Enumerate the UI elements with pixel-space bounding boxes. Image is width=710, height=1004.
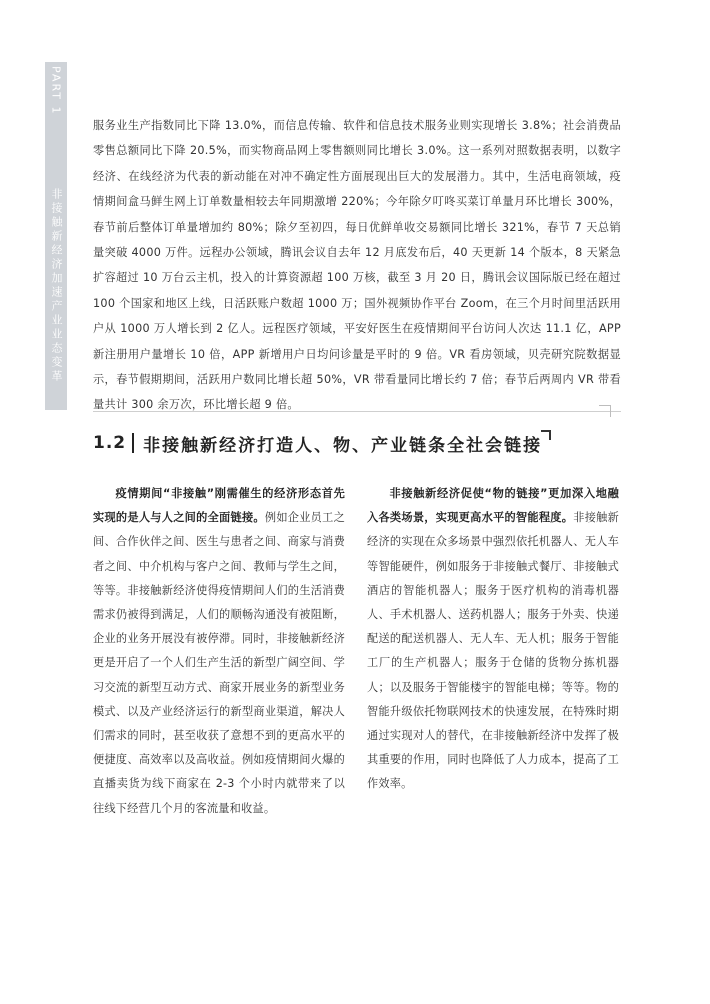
part-label-text: PART 1 <box>49 66 63 116</box>
section-separator <box>132 433 134 453</box>
part-label <box>45 66 67 186</box>
right-body-text: 非接触新经济的实现在众多场景中强烈依托机器人、无人车等智能硬件，例如服务于非接触式餐厅、非接触式酒店的智能机器人；服务于医疗机构的消毒机器人、手术机器人、送药机器人；服务于外卖、快递配送的配送机器人、无人车、无人机；服务于智能工厂的生产机器人；服务于仓储的货物分拣机器人；以及服务于智能楼宇的智能电梯；等等。物的智能升级依托物联网技术的快速发展，在特殊时期通过实现对人的替代，在非接触新经济中发挥了极其重要的作用，同时也降低了人力成本，提高了工作效率。 <box>367 511 619 791</box>
heading-corner-icon <box>541 430 551 440</box>
section-title: 非接触新经济打造人、物、产业链条全社会链接 <box>143 435 543 456</box>
left-body-text: 例如企业员工之间、合作伙伴之间、医生与患者之间、商家与消费者之间、中介机构与客户之间、教师与学生之间，等等。非接触新经济使得疫情期间人们的生活消费需求仍被得到满足，人们的顺畅沟通没有被阻断，企业的业务开展没有被停滞。同时，非接触新经济更是开启了一个人们生产生活的新型广阔空间、学习交流的新型互动方式、商家开展业务的新型业务模式、以及产业经济运行的新型商业渠道，解决人们需求的同时，甚至收获了意想不到的更高水平的便捷度、高效率以及高收益。例如疫情期间火爆的直播卖货为线下商家在 2-3 个小时内就带来了以往线下经营几个月的客流量和收益。 <box>93 511 345 815</box>
section-number: 1.2 <box>93 433 127 453</box>
section-divider <box>93 411 621 412</box>
right-column <box>367 482 619 797</box>
divider-corner-decoration <box>599 405 611 417</box>
left-column <box>93 482 345 821</box>
left-lead-sentence: 疫情期间“非接触”刚需催生的经济形态首先实现的是人与人之间的全面链接。 <box>93 487 345 525</box>
part-sidebar <box>45 62 67 410</box>
section-heading <box>93 428 542 458</box>
right-lead-sentence: 非接触新经济促使“物的链接”更加深入地融入各类场景，实现更高水平的智能程度。 <box>367 487 619 525</box>
intro-paragraph: 服务业生产指数同比下降 13.0%，而信息传输、软件和信息技术服务业则实现增长 3.8%；社会消费品零售总额同比下降 20.5%，而实物商品网上零售额则同比增长 3.0%。这一系列对照数据表明，以数字经济、在线经济为代表的新动能在对冲不确定性方面展现出巨大的发展潜力。其中，生活电商领域，疫情期间盒马鲜生网上订单数量相较去年同期激增 220%；今年除夕叮咚买菜订单量月环比增长 300%，春节前后整体订单量增加约 80%；除夕至初四，每日优鲜单收交易额同比增长 321%，春节 7 天总销量突破 4000 万件。远程办公领域，腾讯会议自去年 12 月底发布后，40 天更新 14 个版本，8 天紧急扩容超过 10 万台云主机，投入的计算资源超 100 万核，截至 3 月 20 日，腾讯会议国际版已经在超过 100 个国家和地区上线，日活跃账户数超 1000 万；国外视频协作平台 Zoom，在三个月时间里活跃用户从 1000 万人增长到 2 亿人。远程医疗领域，平安好医生在疫情期间平台访问人次达 11.1 亿，APP 新注册用户量增长 10 倍，APP 新增用户日均问诊量是平时的 9 倍。VR 看房领域，贝壳研究院数据显示，春节假期期间，活跃用户数同比增长超 50%，VR 带看量同比增长约 7 倍；春节后两周内 VR 带看量共计 300 余万次，环比增长超 9 倍。 <box>93 119 621 412</box>
part-section-title: 非接触新经济加速产业业态变革 <box>50 188 63 384</box>
